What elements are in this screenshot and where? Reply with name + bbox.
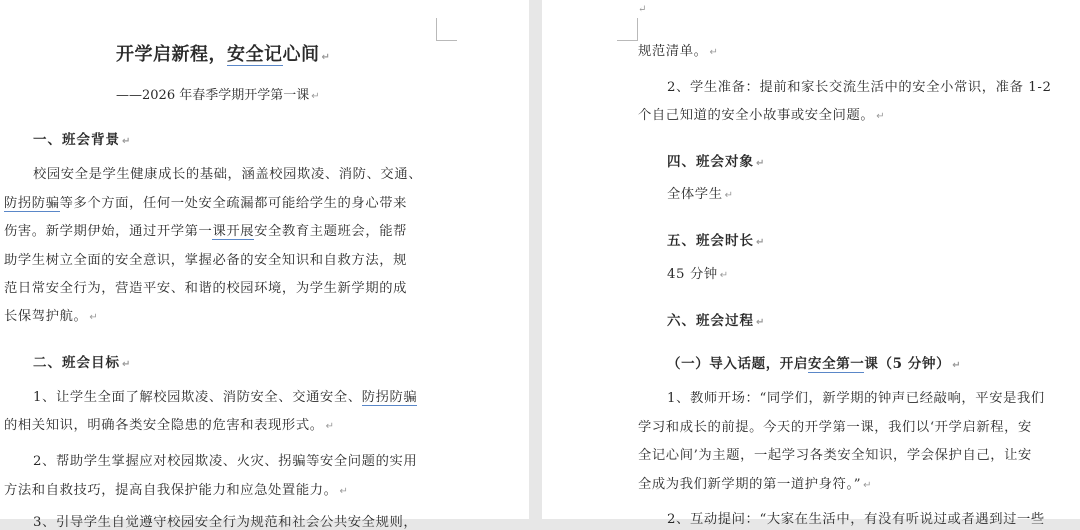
paragraph-mark: ↵ [724, 190, 734, 201]
paragraph-mark: ↵ [756, 317, 766, 328]
underlined-term: 防拐防骗 [361, 390, 418, 405]
body-text: 学习和成长的前提。今天的开学第一课，我们以‘开学启新程，安 [638, 420, 1032, 435]
body-text: 45 分钟 [667, 267, 718, 282]
paragraph-mark: ↵ [638, 4, 647, 15]
paragraph-mark: ↵ [325, 421, 335, 432]
title-text-underlined: 安全记 [227, 44, 283, 65]
underlined-term: 课开展 [212, 224, 255, 239]
paragraph-mark: ↵ [876, 111, 886, 122]
body-line [4, 249, 407, 268]
body-line [638, 104, 885, 123]
body-text: 2、学生准备：提前和家长交流生活中的安全小常识，准备 1-2 [667, 80, 1052, 95]
body-text: 3、引导学生自觉遵守校园安全行为规范和社会公共安全规则， [33, 515, 418, 530]
heading-text: （一）导入话题，开启 [667, 356, 808, 372]
body-line [4, 220, 407, 239]
body-line [667, 183, 734, 202]
page-corner-mark [617, 18, 638, 41]
document-title [116, 40, 330, 66]
heading-text: 一、班会背景 [33, 132, 120, 148]
heading-text: 四、班会对象 [667, 154, 754, 170]
document-page-right [542, 0, 1080, 527]
section-heading-background [33, 128, 131, 148]
body-line [667, 508, 1045, 527]
paragraph-mark: ↵ [89, 312, 99, 323]
body-text: 2、互动提问：“大家在生活中，有没有听说过或者遇到过一些 [667, 512, 1045, 527]
paragraph-mark: ↵ [122, 136, 132, 147]
paragraph-mark: ↵ [122, 359, 132, 370]
section-heading-duration [667, 229, 765, 249]
document-page-left [0, 0, 529, 530]
body-text: 的相关知识，明确各类安全隐患的危害和表现形式。 [4, 418, 324, 433]
paragraph-mark: ↵ [952, 360, 962, 371]
body-line [667, 263, 729, 282]
section-heading-goals [33, 351, 131, 371]
body-text: 等多个方面，任何一处安全疏漏都可能给学生的身心带来 [59, 196, 408, 211]
body-line [33, 511, 417, 530]
heading-text: 二、班会目标 [33, 355, 120, 371]
body-line [33, 450, 417, 469]
paragraph-mark: ↵ [311, 91, 320, 102]
paragraph-mark: ↵ [863, 480, 873, 491]
paragraph-mark: ↵ [321, 52, 331, 63]
body-line [4, 479, 349, 498]
heading-text: 六、班会过程 [667, 313, 754, 329]
body-line [4, 305, 98, 324]
body-text: 全体学生 [667, 187, 723, 202]
body-text: 范日常安全行为，营造平安、和谐的校园环境，为学生新学期的成 [4, 281, 408, 296]
body-text: 个自己知道的安全小故事或安全问题。 [638, 108, 875, 123]
body-text: 1、教师开场：“同学们，新学期的钟声已经敲响，平安是我们 [667, 391, 1045, 406]
section-heading-audience [667, 150, 765, 170]
body-line [638, 416, 1032, 435]
subtitle-text: ——2026 年春季学期开学第一课 [116, 88, 310, 103]
body-line [638, 40, 718, 59]
paragraph-mark: ↵ [756, 237, 766, 248]
body-line [667, 387, 1045, 406]
body-text: 2、帮助学生掌握应对校园欺凌、火灾、拐骗等安全问题的实用 [33, 454, 418, 469]
body-line [638, 473, 872, 492]
body-text: 全成为我们新学期的第一道护身符。” [638, 477, 862, 492]
body-text: 校园安全是学生健康成长的基础，涵盖校园欺凌、消防、交通、 [33, 167, 423, 182]
body-text: 全记心间’为主题，一起学习各类安全知识，学会保护自己，让安 [638, 448, 1032, 463]
body-line [33, 163, 422, 182]
document-subtitle [116, 84, 320, 103]
underlined-term: 防拐防骗 [4, 196, 60, 211]
body-text: 长保驾护航。 [4, 309, 88, 324]
paragraph-mark: ↵ [756, 158, 766, 169]
title-text-suffix: 心间 [282, 44, 320, 65]
paragraph-mark: ↵ [339, 486, 349, 497]
paragraph-mark: ↵ [719, 270, 729, 281]
body-text: 规范清单。 [638, 44, 708, 59]
body-line [667, 76, 1052, 95]
body-line [638, 444, 1032, 463]
underlined-term: 安全第一 [808, 356, 865, 372]
body-line [4, 414, 335, 433]
body-line [33, 386, 417, 405]
body-text: 方法和自救技巧，提高自我保护能力和应急处置能力。 [4, 483, 338, 498]
paragraph-mark: ↵ [709, 47, 719, 58]
title-text-prefix: 开学启新程， [116, 44, 227, 65]
body-line [4, 192, 407, 211]
subsection-heading [667, 352, 961, 372]
section-heading-process [667, 309, 765, 329]
body-text: 安全教育主题班会，能帮 [254, 224, 408, 239]
body-text: 1、让学生全面了解校园欺凌、消防安全、交通安全、 [33, 390, 362, 405]
page-corner-mark [436, 18, 457, 41]
body-text: 助学生树立全面的安全意识，掌握必备的安全知识和自救方法，规 [4, 253, 408, 268]
body-line [4, 277, 407, 296]
heading-text: 课（5 分钟） [864, 356, 951, 372]
heading-text: 五、班会时长 [667, 233, 754, 249]
body-text: 伤害。新学期伊始，通过开学第一 [4, 224, 213, 239]
